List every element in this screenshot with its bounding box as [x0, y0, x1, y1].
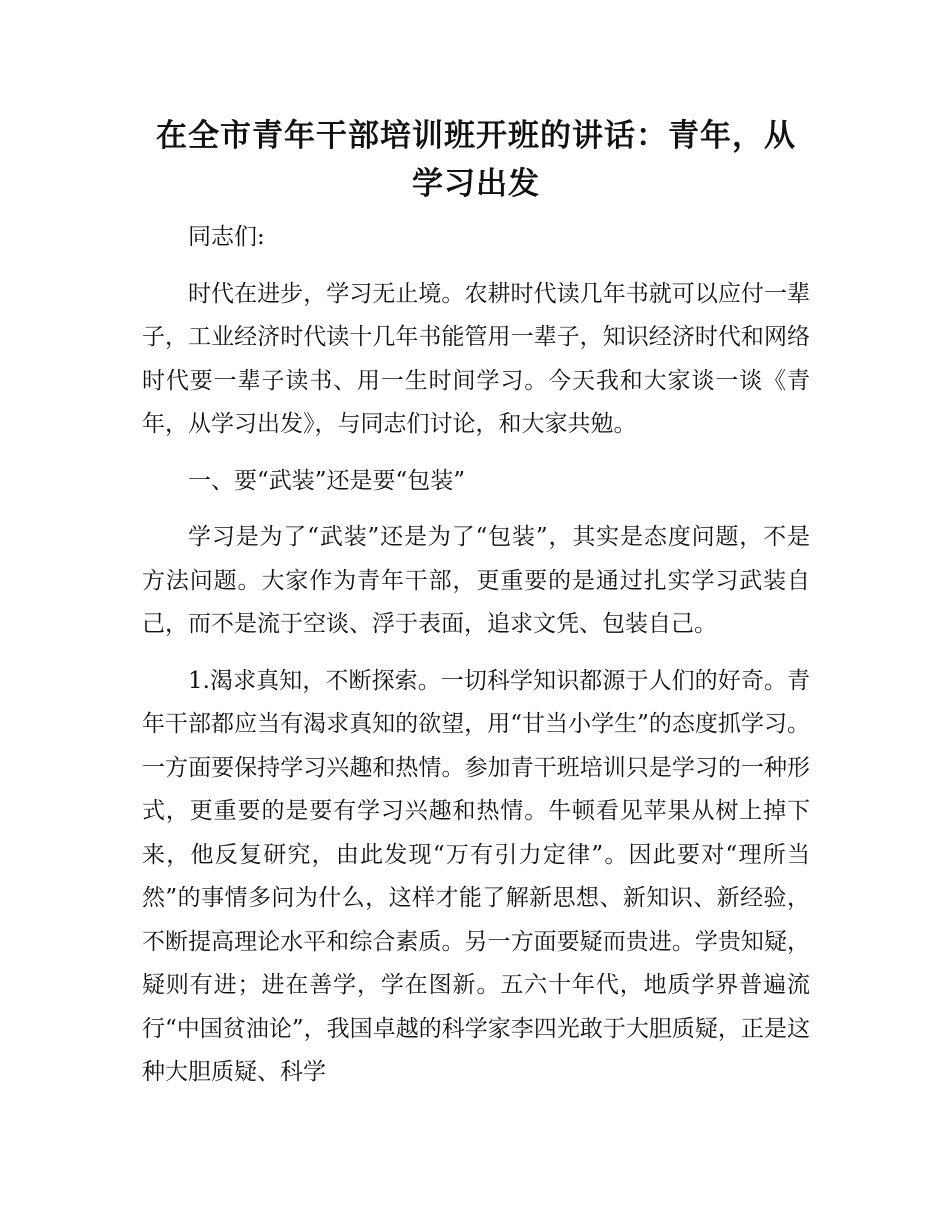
salutation: 同志们:	[188, 224, 265, 250]
section-heading-1: 一、要“武装”还是要“包装”	[188, 467, 466, 494]
document-title: 在全市青年干部培训班开班的讲话：青年，从学习出发	[156, 118, 796, 202]
body-paragraph-2: 1.渴求真知，不断探索。一切科学知识都源于人们的好奇。青年干部都应当有渴求真知的欲望，用“甘当小学生”的态度抓学习。一方面要保持学习兴趣和热情。参加青干班培训只是学习的一种形式，更重要的是要有学习兴趣和热情。牛顿看见苹果从树上掉下来，他反复研究，由此发现“万有引力定律”。因此要对“理所当然”的事情多问为什么，这样才能了解新思想、新知识、新经验，不断提高理论水平和综合素质。另一方面要疑而贵进。学贵知疑，疑则有进；进在善学，学在图新。五六十年代，地质学界普遍流行“中国贫油论”，我国卓越的科学家李四光敢于大胆质疑，正是这种大胆质疑、科学	[142, 667, 810, 1085]
intro-paragraph: 时代在进步，学习无止境。农耕时代读几年书就可以应付一辈子，工业经济时代读十几年书能管用一辈子，知识经济时代和网络时代要一辈子读书、用一生时间学习。今天我和大家谈一谈《青年，从学习出发》，与同志们讨论，和大家共勉。	[142, 280, 810, 437]
body-paragraph-1: 学习是为了“武装”还是为了“包装”，其实是态度问题，不是方法问题。大家作为青年干部，更重要的是通过扎实学习武装自己，而不是流于空谈、浮于表面，追求文凭、包装自己。	[142, 524, 810, 637]
document-page	[142, 112, 810, 1108]
